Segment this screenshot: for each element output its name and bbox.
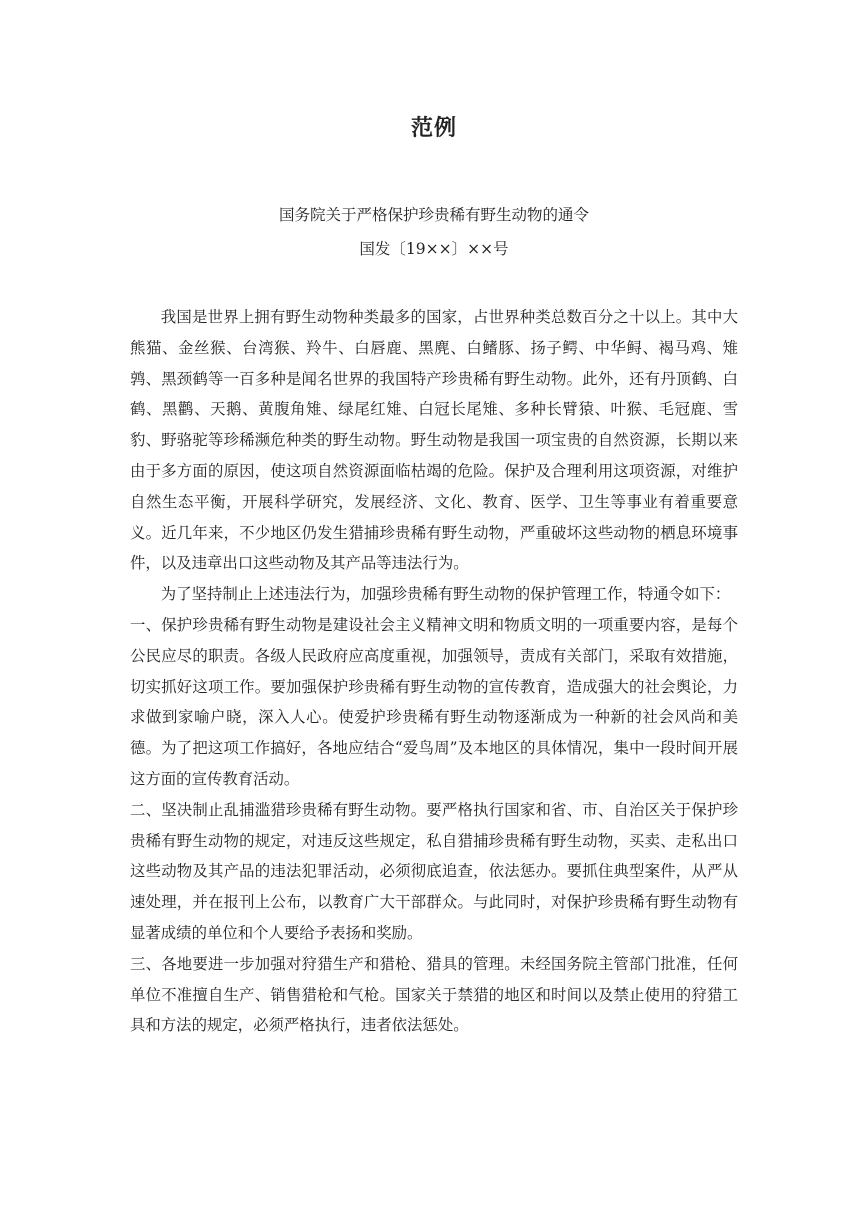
- paragraph-intro: 我国是世界上拥有野生动物种类最多的国家，占世界种类总数百分之十以上。其中大熊猫、金丝猴、台湾猴、羚牛、白唇鹿、黑麂、白鳍豚、扬子鳄、中华鲟、褐马鸡、雉鹑、黑颈鹤等一百多种是闻名世界的我国特产珍贵稀有野生动物。此外，还有丹顶鹤、白鹤、黑鹳、天鹅、黄腹角雉、绿尾红雉、白冠长尾雉、多种长臂猿、叶猴、毛冠鹿、雪豹、野骆驼等珍稀濒危种类的野生动物。野生动物是我国一项宝贵的自然资源，长期以来由于多方面的原因，使这项自然资源面临枯竭的危险。保护及合理利用这项资源，对维护自然生态平衡，开展科学研究，发展经济、文化、教育、医学、卫生等事业有着重要意义。近几年来，不少地区仍发生猎捕珍贵稀有野生动物，严重破坏这些动物的栖息环境事件，以及违章出口这些动物及其产品等违法行为。: [130, 308, 738, 573]
- paragraph-decree: 为了坚持制止上述违法行为，加强珍贵稀有野生动物的保护管理工作，特通令如下：: [160, 585, 731, 604]
- document-number: 国发〔19××〕××号: [359, 240, 509, 258]
- paragraph-item-3: 三、各地要进一步加强对狩猎生产和猎枪、猎具的管理。未经国务院主管部门批准，任何单位不准擅自生产、销售猎枪和气枪。国家关于禁猎的地区和时间以及禁止使用的狩猎工具和方法的规定，必须严格执行，违者依法惩处。: [130, 954, 738, 1035]
- document-title: 国务院关于严格保护珍贵稀有野生动物的通令: [278, 206, 589, 224]
- document-body: [130, 302, 738, 1041]
- page-heading: 范例: [410, 116, 457, 141]
- paragraph-item-2: 二、坚决制止乱捕滥猎珍贵稀有野生动物。要严格执行国家和省、市、自治区关于保护珍贵稀有野生动物的规定，对违反这些规定，私自猎捕珍贵稀有野生动物，买卖、走私出口这些动物及其产品的违法犯罪活动，必须彻底追查，依法惩办。要抓住典型案件，从严从速处理，并在报刊上公布，以教育广大干部群众。与此同时，对保护珍贵稀有野生动物有显著成绩的单位和个人要给予表扬和奖励。: [130, 800, 738, 942]
- paragraph-item-1: 一、保护珍贵稀有野生动物是建设社会主义精神文明和物质文明的一项重要内容，是每个公民应尽的职责。各级人民政府应高度重视，加强领导，责成有关部门，采取有效措施，切实抓好这项工作。要加强保护珍贵稀有野生动物的宣传教育，造成强大的社会舆论，力求做到家喻户晓，深入人心。使爱护珍贵稀有野生动物逐渐成为一种新的社会风尚和美德。为了把这项工作搞好，各地应结合“爱鸟周”及本地区的具体情况，集中一段时间开展这方面的宣传教育活动。: [130, 615, 738, 788]
